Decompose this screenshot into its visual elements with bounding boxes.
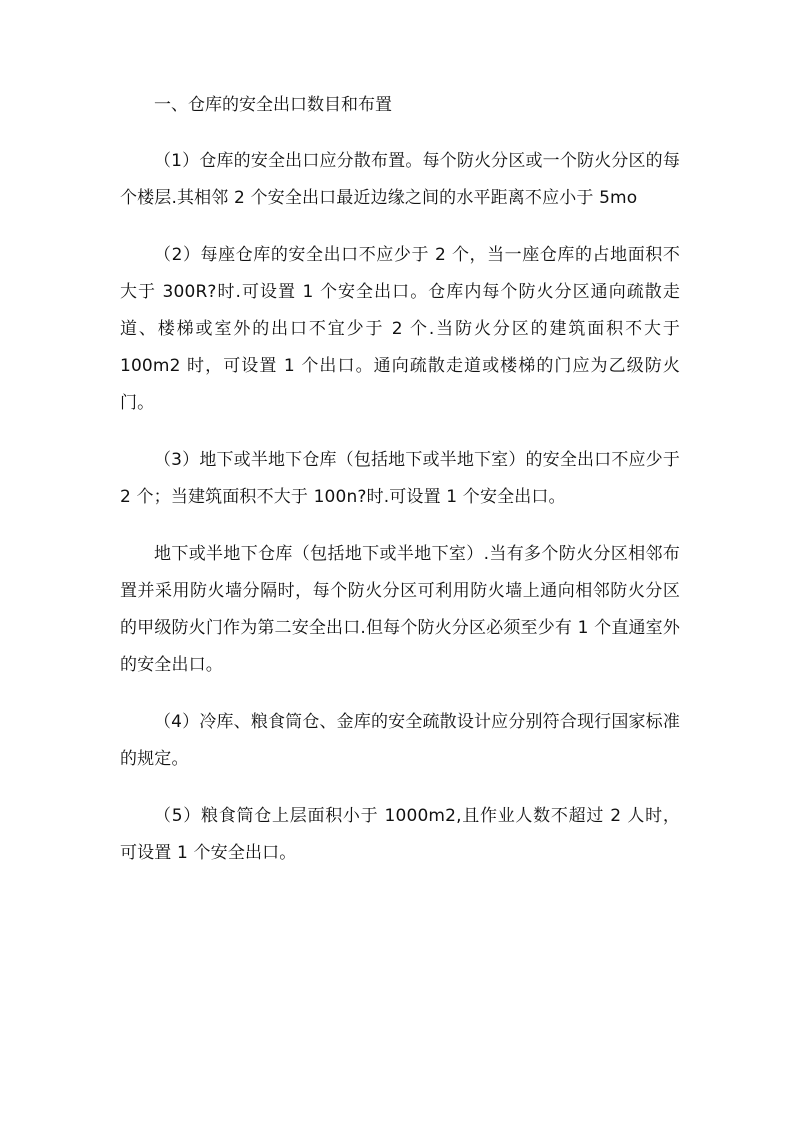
paragraph-1: （1）仓库的安全出口应分散布置。每个防火分区或一个防火分区的每个楼层.其相邻 2 个安全出口最近边缘之间的水平距离不应小于 5mo <box>120 151 680 208</box>
paragraph-3: （3）地下或半地下仓库（包括地下或半地下室）的安全出口不应少于 2 个；当建筑面积不大于 100n?时.可设置 1 个安全出口。 <box>120 450 680 507</box>
paragraph-2: （2）每座仓库的安全出口不应少于 2 个，当一座仓库的占地面积不大于 300R?时.可设置 1 个安全出口。仓库内每个防火分区通向疏散走道、楼梯或室外的出口不宜少于 2 个.当防火分区的建筑面积不大于 100m2 时，可设置 1 个出口。通向疏散走道或楼梯的门应为乙级防火门。 <box>120 245 680 413</box>
paragraph-4: 地下或半地下仓库（包括地下或半地下室）.当有多个防火分区相邻布置并采用防火墙分隔时，每个防火分区可利用防火墙上通向相邻防火分区的甲级防火门作为第二安全出口.但每个防火分区必须至少有 1 个直通室外的安全出口。 <box>120 544 680 675</box>
paragraph-5: （4）冷库、粮食筒仓、金库的安全疏散设计应分别符合现行国家标准的规定。 <box>120 712 680 769</box>
paragraph-6: （5）粮食筒仓上层面积小于 1000m2,且作业人数不超过 2 人时，可设置 1 个安全出口。 <box>120 806 680 863</box>
section-heading: 一、仓库的安全出口数目和布置 <box>154 95 392 115</box>
document-page <box>120 94 680 892</box>
